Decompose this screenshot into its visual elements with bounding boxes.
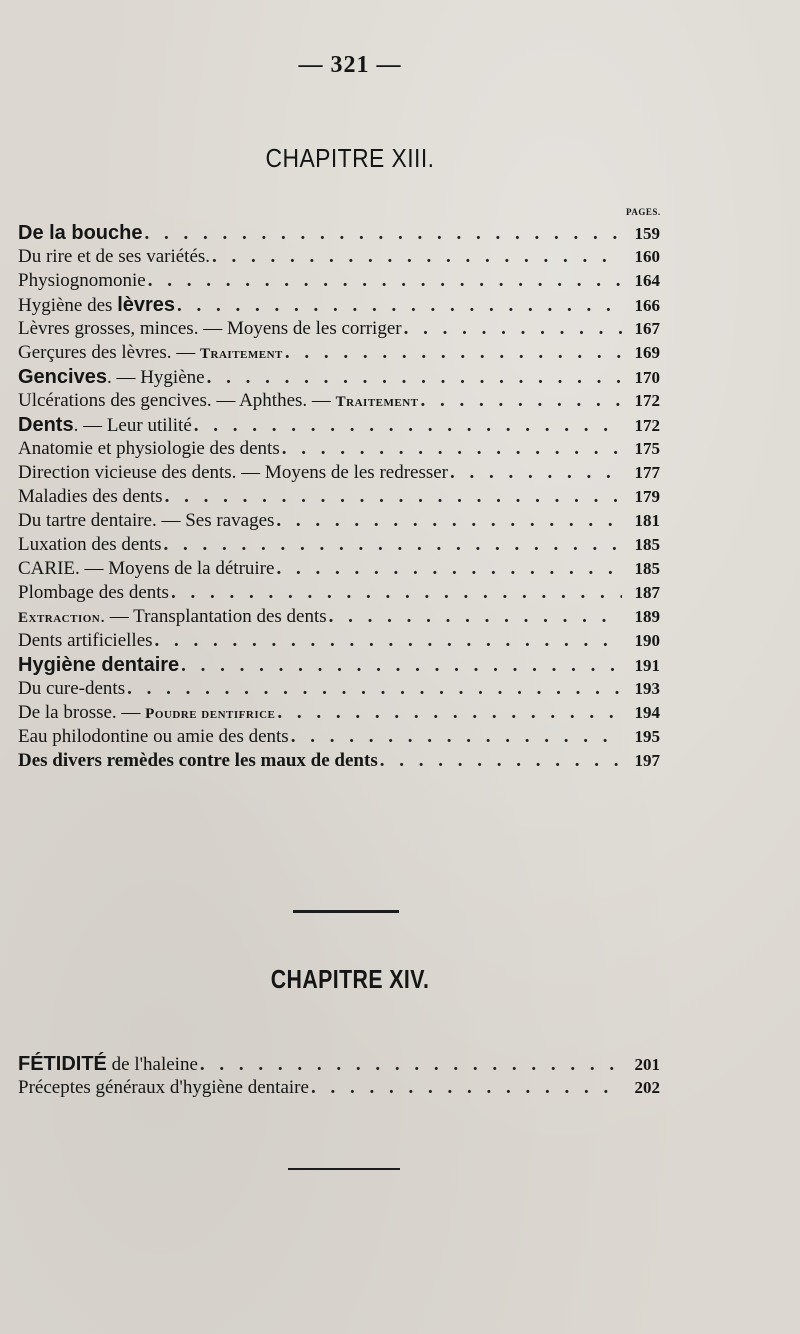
toc-entry-page: 190 bbox=[634, 631, 660, 650]
toc-entry-title: Des divers remèdes contre les maux de dents bbox=[18, 750, 378, 771]
toc-entry bbox=[18, 389, 660, 413]
toc-entry bbox=[18, 221, 660, 245]
leader-dots bbox=[276, 509, 622, 533]
toc-entry-title: Direction vicieuse des dents. — Moyens de les redresser bbox=[18, 462, 449, 483]
toc-entry bbox=[18, 749, 660, 773]
toc-entry-page: 169 bbox=[634, 343, 660, 362]
toc-entry-page: 166 bbox=[634, 296, 660, 315]
toc-entry bbox=[18, 413, 660, 437]
toc-entry-title: Hygiène des bbox=[18, 295, 118, 316]
section-divider bbox=[293, 910, 399, 913]
leader-dots bbox=[207, 366, 622, 389]
chapter-13-contents bbox=[18, 221, 660, 773]
toc-entry-title: Préceptes généraux d'hygiène dentaire bbox=[18, 1077, 309, 1098]
leader-dots bbox=[148, 269, 622, 293]
pages-column-heading: PAGES. bbox=[626, 207, 661, 217]
chapter-14-title: CHAPITRE XIV. bbox=[270, 964, 430, 994]
toc-entry bbox=[18, 701, 660, 725]
leader-dots bbox=[212, 245, 622, 269]
leader-dots bbox=[155, 629, 622, 653]
leader-dots bbox=[171, 581, 622, 605]
leader-dots bbox=[380, 749, 622, 773]
toc-entry bbox=[18, 677, 660, 701]
toc-entry-page: 185 bbox=[634, 535, 660, 554]
leader-dots bbox=[311, 1076, 622, 1100]
leader-dots bbox=[285, 341, 622, 365]
toc-entry-page: 195 bbox=[634, 727, 660, 746]
leader-dots bbox=[127, 677, 622, 701]
toc-entry-page: 201 bbox=[634, 1055, 660, 1074]
toc-entry-title: Dents bbox=[18, 414, 74, 436]
toc-entry-title: CARIE. — Moyens de la détruire bbox=[18, 558, 275, 579]
toc-entry-title-rest: . — Transplantation des dents bbox=[100, 606, 327, 627]
toc-entry bbox=[18, 485, 660, 509]
leader-dots bbox=[291, 725, 622, 749]
leader-dots bbox=[277, 701, 622, 725]
toc-entry-title: Eau philodontine ou amie des dents bbox=[18, 726, 289, 747]
toc-entry-title: Ulcérations des gencives. — Aphthes. — bbox=[18, 390, 336, 411]
toc-entry-title-rest: . — Hygiène bbox=[106, 367, 205, 388]
toc-entry-page: 177 bbox=[634, 463, 660, 482]
toc-entry-title: Hygiène dentaire bbox=[18, 654, 180, 676]
toc-entry-title: Luxation des dents bbox=[18, 534, 162, 555]
toc-entry-title-smallcaps: Extraction bbox=[18, 610, 101, 626]
leader-dots bbox=[181, 654, 622, 677]
toc-entry bbox=[18, 509, 660, 533]
end-divider bbox=[288, 1168, 400, 1170]
toc-entry-page: 172 bbox=[634, 391, 660, 410]
leader-dots bbox=[165, 485, 622, 509]
leader-dots bbox=[404, 317, 622, 341]
toc-entry bbox=[18, 437, 660, 461]
toc-entry-page: 170 bbox=[634, 368, 660, 387]
toc-entry-title: Physiognomonie bbox=[18, 270, 146, 291]
toc-entry-title-rest: de l'haleine bbox=[106, 1054, 198, 1075]
toc-entry-page: 167 bbox=[634, 319, 660, 338]
toc-entry bbox=[18, 461, 660, 485]
toc-entry-page: 185 bbox=[634, 559, 660, 578]
toc-entry-title-smallcaps: Poudre dentifrice bbox=[145, 706, 276, 722]
toc-entry-page: 175 bbox=[634, 439, 660, 458]
toc-entry bbox=[18, 581, 660, 605]
toc-entry bbox=[18, 725, 660, 749]
toc-entry-page: 194 bbox=[634, 703, 660, 722]
toc-entry bbox=[18, 269, 660, 293]
leader-dots bbox=[282, 437, 622, 461]
toc-entry bbox=[18, 293, 660, 317]
toc-entry-title: Du rire et de ses variétés. bbox=[18, 246, 211, 267]
toc-entry-title: Du tartre dentaire. — Ses ravages bbox=[18, 510, 275, 531]
toc-entry-title-bold: lèvres bbox=[117, 294, 176, 316]
toc-entry-page: 159 bbox=[634, 224, 660, 243]
toc-entry-page: 179 bbox=[634, 487, 660, 506]
toc-entry bbox=[18, 653, 660, 677]
toc-entry-page: 187 bbox=[634, 583, 660, 602]
leader-dots bbox=[164, 533, 622, 557]
toc-entry-title: De la bouche bbox=[18, 222, 143, 244]
toc-entry-page: 193 bbox=[634, 679, 660, 698]
toc-entry bbox=[18, 605, 660, 629]
toc-entry bbox=[18, 317, 660, 341]
toc-entry-title: Plombage des dents bbox=[18, 582, 169, 603]
toc-entry-page: 172 bbox=[634, 416, 660, 435]
leader-dots bbox=[276, 557, 622, 581]
leader-dots bbox=[329, 605, 622, 629]
toc-entry bbox=[18, 629, 660, 653]
toc-entry bbox=[18, 1052, 660, 1076]
toc-entry-title: Maladies des dents bbox=[18, 486, 163, 507]
toc-entry-page: 181 bbox=[634, 511, 660, 530]
toc-entry-title: Gerçures des lèvres. — bbox=[18, 342, 201, 363]
page-number: — 321 — bbox=[298, 52, 402, 78]
leader-dots bbox=[177, 294, 622, 317]
toc-entry-page: 197 bbox=[634, 751, 660, 770]
chapter-13-title: CHAPITRE XIII. bbox=[265, 143, 435, 173]
toc-entry-title: Lèvres grosses, minces. — Moyens de les corriger bbox=[18, 318, 402, 339]
toc-entry-title: Dents artificielles bbox=[18, 630, 153, 651]
toc-entry-title: Du cure-dents bbox=[18, 678, 126, 699]
toc-entry-title-smallcaps: Traitement bbox=[335, 394, 419, 410]
toc-entry bbox=[18, 245, 660, 269]
toc-entry-page: 160 bbox=[634, 247, 660, 266]
toc-entry-title: Anatomie et physiologie des dents bbox=[18, 438, 280, 459]
toc-entry-title: FÉTIDITÉ bbox=[18, 1053, 107, 1075]
leader-dots bbox=[421, 389, 622, 413]
toc-entry bbox=[18, 365, 660, 389]
leader-dots bbox=[194, 414, 622, 437]
toc-entry-title: De la brosse. — bbox=[18, 702, 146, 723]
leader-dots bbox=[144, 222, 622, 245]
toc-entry-page: 164 bbox=[634, 271, 660, 290]
toc-entry-title: Gencives bbox=[18, 366, 107, 388]
toc-entry-page: 189 bbox=[634, 607, 660, 626]
leader-dots bbox=[200, 1053, 622, 1076]
toc-entry-page: 191 bbox=[634, 656, 660, 675]
toc-entry bbox=[18, 533, 660, 557]
toc-entry bbox=[18, 341, 660, 365]
chapter-14-contents bbox=[18, 1052, 660, 1100]
toc-entry bbox=[18, 1076, 660, 1100]
toc-entry bbox=[18, 557, 660, 581]
toc-entry-page: 202 bbox=[634, 1078, 660, 1097]
toc-entry-title-smallcaps: Traitement bbox=[200, 346, 283, 362]
toc-entry-title-rest: . — Leur utilité bbox=[73, 415, 192, 436]
leader-dots bbox=[450, 461, 622, 485]
